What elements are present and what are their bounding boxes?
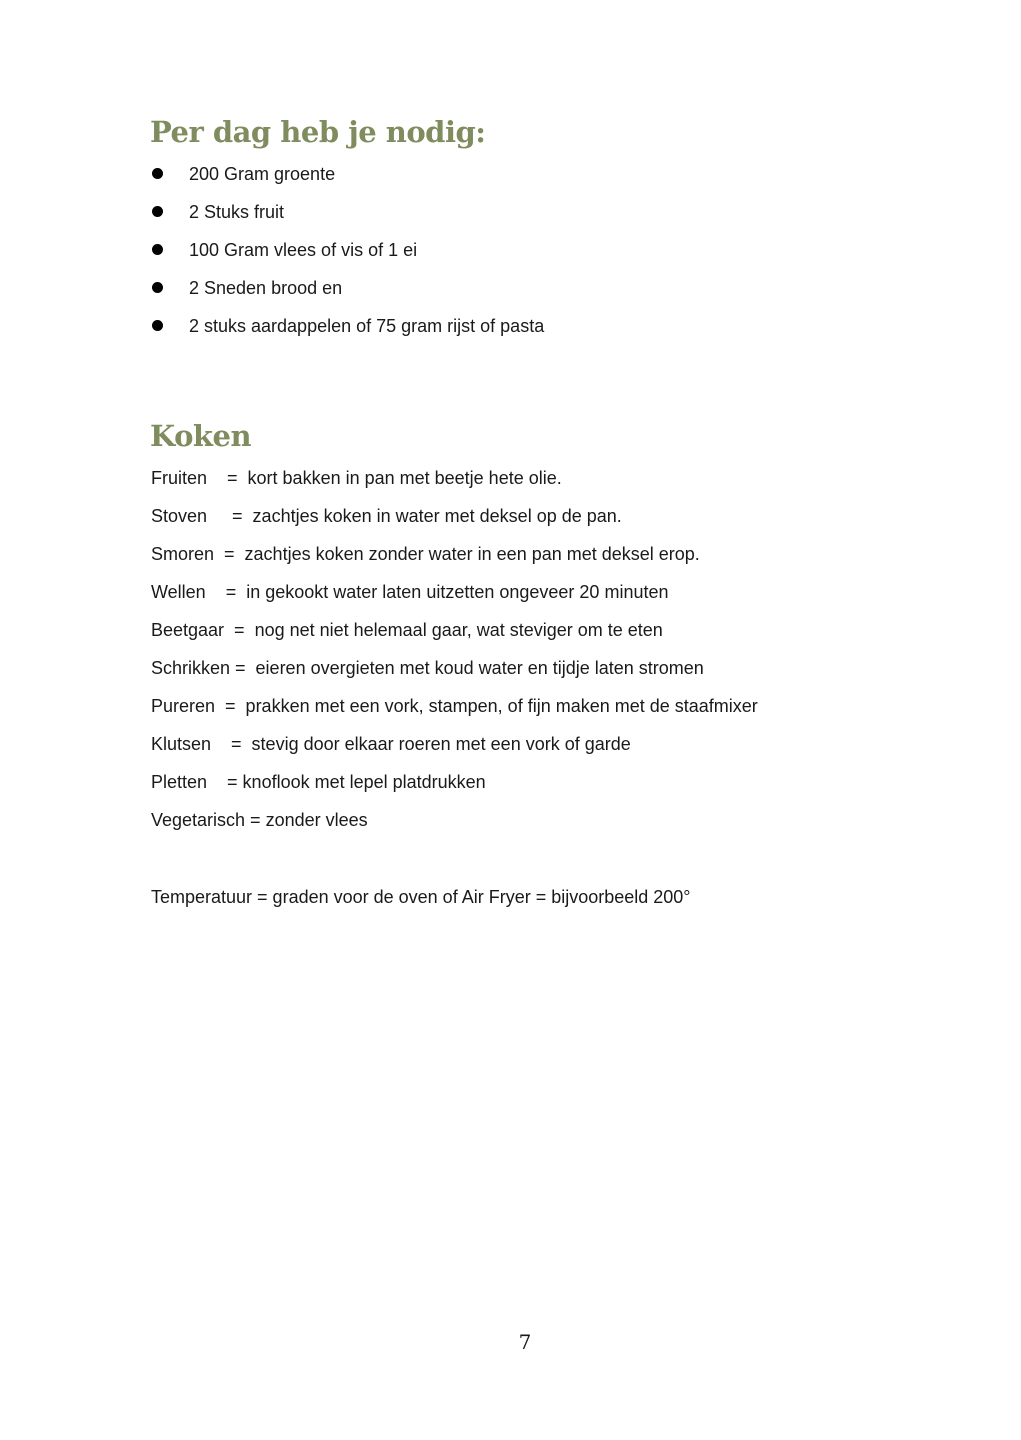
term-line: Smoren = zachtjes koken zonder water in een pan met deksel erop.	[151, 544, 700, 564]
bullet-dot-icon	[152, 206, 163, 217]
list-item	[150, 231, 544, 269]
daily-needs-heading: Per dag heb je nodig:	[150, 115, 486, 149]
term-line: Stoven = zachtjes koken in water met deksel op de pan.	[151, 506, 622, 526]
term-line: Vegetarisch = zonder vlees	[151, 810, 368, 830]
list-item	[150, 307, 544, 345]
bullet-dot-icon	[152, 244, 163, 255]
list-item-text: 2 stuks aardappelen of 75 gram rijst of pasta	[189, 316, 545, 336]
term-line: Klutsen = stevig door elkaar roeren met een vork of garde	[151, 734, 631, 754]
list-item-text: 200 Gram groente	[189, 164, 336, 184]
term-line: Beetgaar = nog net niet helemaal gaar, wat steviger om te eten	[151, 620, 663, 640]
temperature-line: Temperatuur = graden voor de oven of Air Fryer = bijvoorbeeld 200°	[151, 887, 691, 907]
list-item-text: 2 Sneden brood en	[189, 278, 343, 298]
list-item-text: 100 Gram vlees of vis of 1 ei	[189, 240, 418, 260]
term-line: Wellen = in gekookt water laten uitzetten ongeveer 20 minuten	[151, 582, 669, 602]
cooking-terms-list	[151, 459, 758, 839]
list-item	[150, 193, 544, 231]
list-item	[150, 269, 544, 307]
term-line: Schrikken = eieren overgieten met koud water en tijdje laten stromen	[151, 658, 704, 678]
term-line: Pletten = knoflook met lepel platdrukken	[151, 772, 486, 792]
list-item	[150, 155, 544, 193]
bullet-dot-icon	[152, 282, 163, 293]
term-line: Fruiten = kort bakken in pan met beetje hete olie.	[151, 468, 562, 488]
page-number: 7	[518, 1330, 532, 1354]
list-item-text: 2 Stuks fruit	[189, 202, 285, 222]
bullet-dot-icon	[152, 168, 163, 179]
daily-needs-list	[150, 155, 544, 345]
term-line: Pureren = prakken met een vork, stampen, of fijn maken met de staafmixer	[151, 696, 758, 716]
cooking-heading: Koken	[150, 419, 252, 453]
bullet-dot-icon	[152, 320, 163, 331]
